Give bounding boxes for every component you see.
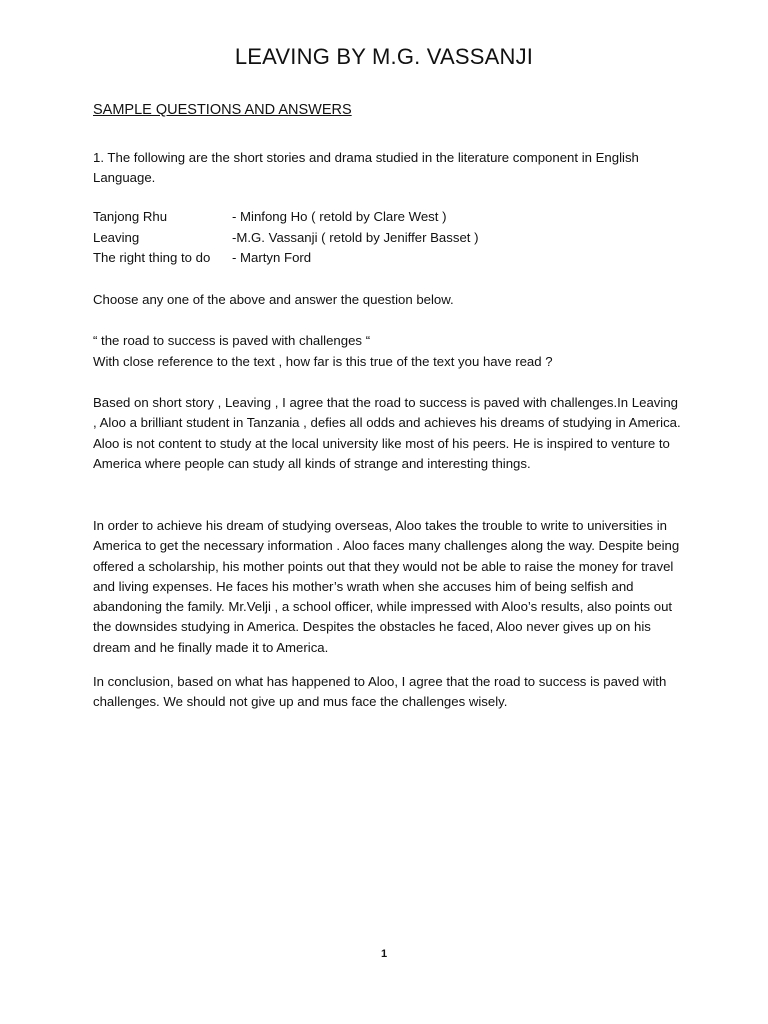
story-row [93, 250, 479, 271]
document-title: LEAVING BY M.G. VASSANJI [234, 44, 534, 69]
answer-paragraph-1: Based on short story , Leaving , I agree that the road to success is paved with challenges.In Leaving , Aloo a brilliant student in Tanzania , defies all odds and achieves his dreams of studying in America. Aloo is not content to study at the local university like most of his peers. He is inspired to venture to America where people can study all kinds of strange and interesting things. [93, 395, 681, 471]
instruction-text: Choose any one of the above and answer the question below. [93, 292, 454, 307]
answer-paragraph-2: In order to achieve his dream of studying overseas, Aloo takes the trouble to write to universities in America to get the necessary information . Aloo faces many challenges along the way. Despite being offered a scholarship, his mother points out that they would not be able to raise the money for travel and living expenses. He faces his mother’s wrath when she accuses him of being selfish and abandoning the family. Mr.Velji , a school officer, while impressed with Aloo’s results, also points out the downsides studying in America. Despites the obstacles he faced, Aloo never gives up on his dream and he finally made it to America. [93, 518, 680, 655]
story-row [93, 209, 479, 230]
story-author: -M.G. Vassanji ( retold by Jeniffer Basset ) [232, 229, 479, 245]
story-author: - Minfong Ho ( retold by Clare West ) [232, 209, 447, 224]
story-name: The right thing to do [93, 250, 211, 265]
section-heading: SAMPLE QUESTIONS AND ANSWERS [93, 102, 352, 118]
question-intro: 1. The following are the short stories and drama studied in the literature component in English Language. [93, 150, 639, 186]
page-number: 1 [380, 948, 388, 960]
answer-paragraph-3: In conclusion, based on what has happened to Aloo, I agree that the road to success is paved with challenges. We should not give up and mus face the challenges wisely. [93, 674, 667, 710]
story-name: Leaving [93, 229, 140, 245]
story-author: - Martyn Ford [232, 250, 312, 265]
story-list [93, 209, 479, 271]
quote-text: “ the road to success is paved with challenges “ [93, 333, 371, 348]
story-row [93, 230, 479, 251]
question-text: With close reference to the text , how far is this true of the text you have read ? [93, 354, 553, 369]
story-name: Tanjong Rhu [93, 209, 168, 224]
